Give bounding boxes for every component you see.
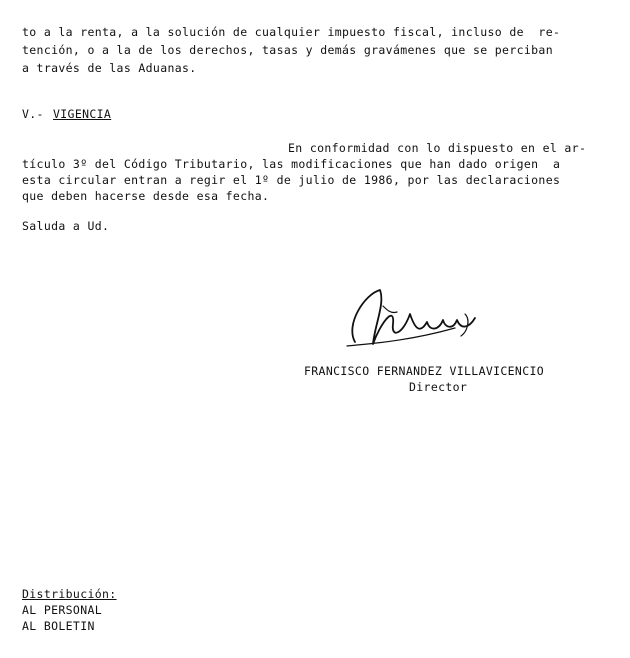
intro-line-2: tención, o a la de los derechos, tasas y demás gravámenes que se perciban xyxy=(22,43,553,57)
intro-line-3: a través de las Aduanas. xyxy=(22,61,197,75)
salutation: Saluda a Ud. xyxy=(22,219,110,233)
intro-line-1: to a la renta, a la solución de cualquier impuesto fiscal, incluso de re- xyxy=(22,25,561,39)
distribution-item: AL BOLETIN xyxy=(22,619,95,633)
distribution-heading: Distribución: xyxy=(22,587,117,601)
signatory-title: Director xyxy=(409,380,468,394)
section-heading: VIGENCIA xyxy=(53,107,112,121)
vigencia-line-1: En conformidad con lo dispuesto en el ar- xyxy=(288,141,587,155)
vigencia-line-3: esta circular entran a regir el 1º de julio de 1986, por las declaraciones xyxy=(22,173,561,187)
signatory-name: FRANCISCO FERNANDEZ VILLAVICENCIO xyxy=(304,364,545,378)
handwritten-signature xyxy=(335,284,490,354)
section-number: V.- xyxy=(22,107,44,121)
vigencia-line-2: tículo 3º del Código Tributario, las modificaciones que han dado origen a xyxy=(22,157,561,171)
distribution-item: AL PERSONAL xyxy=(22,603,103,617)
vigencia-line-4: que deben hacerse desde esa fecha. xyxy=(22,189,270,203)
